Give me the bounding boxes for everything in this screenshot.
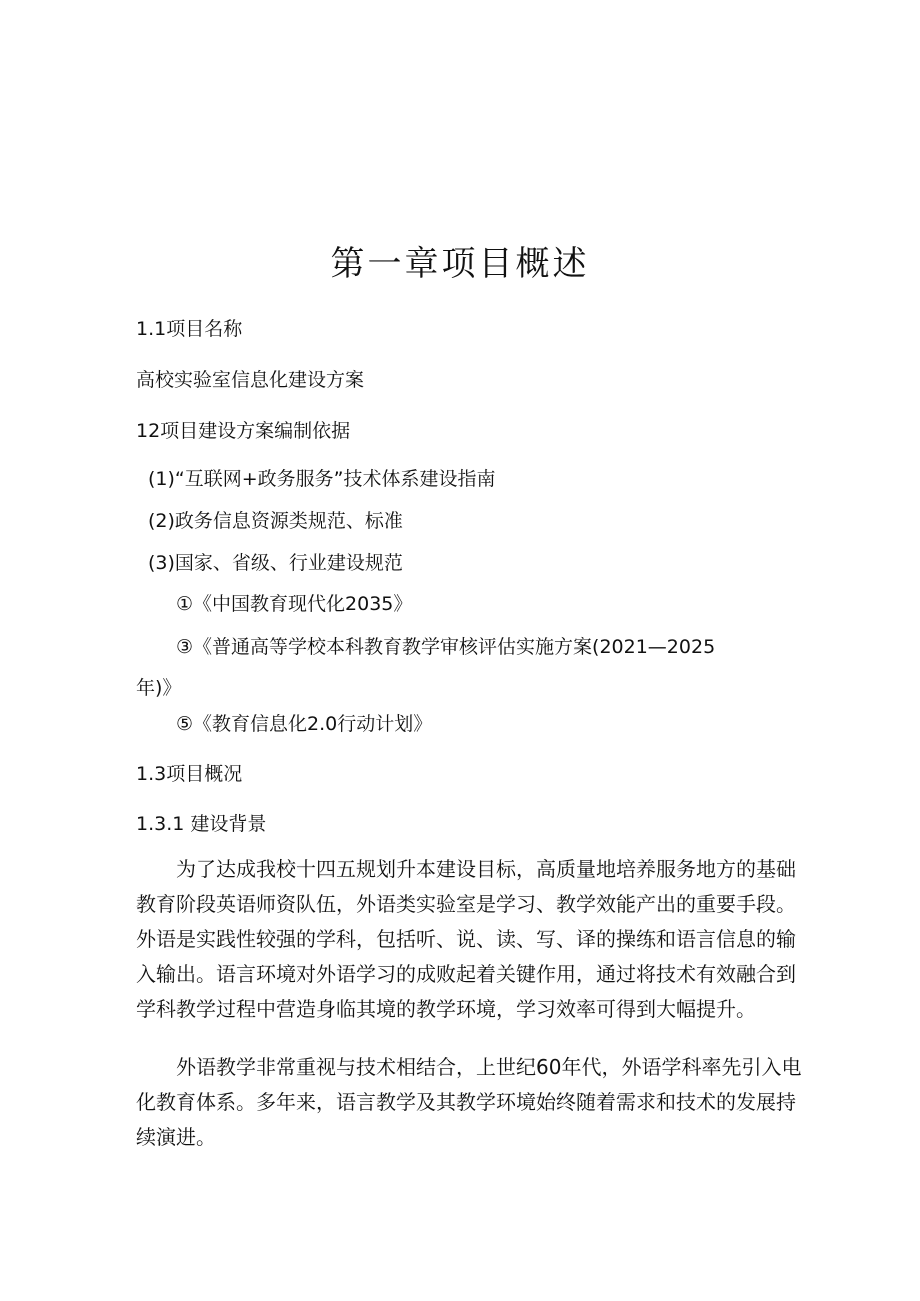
body-paragraph: 为了达成我校十四五规划升本建设目标，高质量地培养服务地方的基础教育阶段英语师资队伍，外语类实验室是学习、教学效能产出的重要手段。外语是实践性较强的学科，包括听、说、读、写、译的操练和语言信息的输入输出。语言环境对外语学习的成败起着关键作用，通过将技术有效融合到学科教学过程中营造身临其境的教学环境，学习效率可得到大幅提升。 bbox=[136, 857, 796, 1021]
section-heading-1-3-1: 1.3.1 建设背景 bbox=[136, 813, 267, 835]
section-heading-1-3: 1.3项目概况 bbox=[136, 763, 243, 785]
section-heading-1-1: 1.1项目名称 bbox=[136, 318, 243, 340]
sub-basis-item: ⑤《教育信息化2.0行动计划》 bbox=[176, 713, 433, 735]
basis-item: (3)国家、省级、行业建设规范 bbox=[148, 552, 403, 574]
chapter-title: 第一章项目概述 bbox=[330, 244, 590, 284]
basis-item: (2)政务信息资源类规范、标准 bbox=[148, 510, 403, 532]
sub-basis-item: ③《普通高等学校本科教育教学审核评估实施方案(2021—2025 bbox=[176, 636, 716, 658]
sub-basis-item: ①《中国教育现代化2035》 bbox=[176, 593, 413, 615]
body-paragraph: 外语教学非常重视与技术相结合，上世纪60年代，外语学科率先引入电化教育体系。多年来，语言教学及其教学环境始终随着需求和技术的发展持续演进。 bbox=[136, 1055, 802, 1149]
sub-basis-item-continued: 年)》 bbox=[136, 677, 182, 699]
project-name-text: 高校实验室信息化建设方案 bbox=[136, 369, 365, 391]
section-heading-1-2: 12项目建设方案编制依据 bbox=[136, 420, 351, 442]
basis-item: (1)“互联网+政务服务”技术体系建设指南 bbox=[148, 468, 496, 490]
